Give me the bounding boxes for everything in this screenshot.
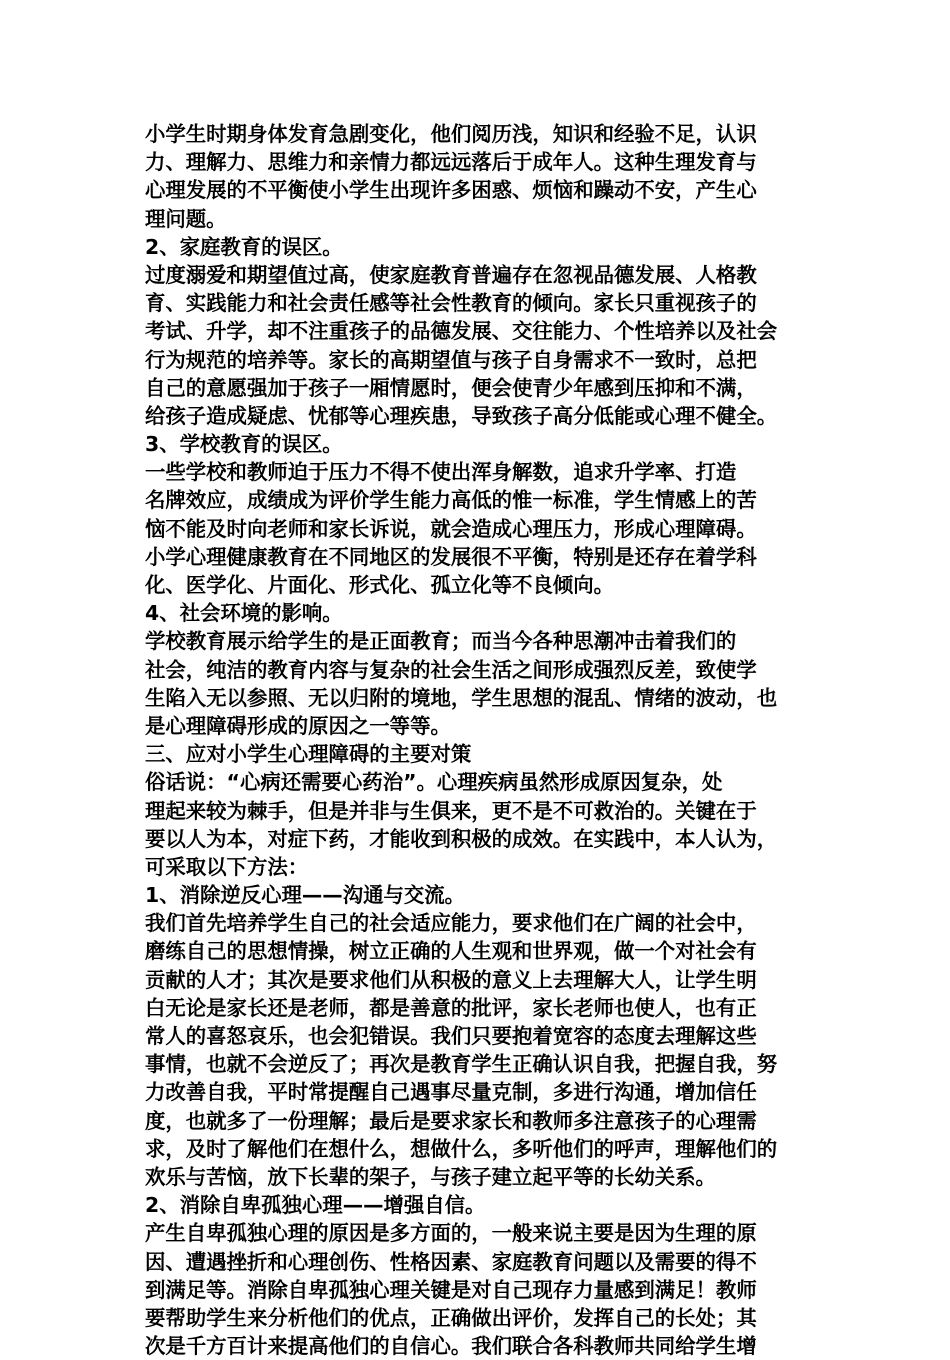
text-line: 小学心理健康教育在不同地区的发展很不平衡，特别是还存在着学科 [145,544,757,569]
text-line: 要帮助学生来分析他们的优点，正确做出评价，发挥自己的长处；其 [145,1305,757,1330]
text-line: 可采取以下方法： [145,854,309,879]
text-line: 事情，也就不会逆反了；再次是教育学生正确认识自我，把握自我，努 [145,1052,778,1077]
text-line: 贡献的人才；其次是要求他们从积极的意义上去理解大人，让学生明 [145,967,757,992]
text-line: 生陷入无以参照、无以归附的境地，学生思想的混乱、情绪的波动，也 [145,685,778,710]
text-line: 考试、升学，却不注重孩子的品德发展、交往能力、个性培养以及社会 [145,319,778,344]
text-line: 化、医学化、片面化、形式化、孤立化等不良倾向。 [145,573,614,597]
text-line: 名牌效应，成绩成为评价学生能力高低的惟一标准，学生情感上的苦 [145,488,757,513]
text-line: 求，及时了解他们在想什么，想做什么，多听他们的呼声，理解他们的 [145,1136,778,1161]
text-line: 过度溺爱和期望值过高，使家庭教育普遍存在忽视品德发展、人格教 [145,262,757,287]
text-line: 小学生时期身体发育急剧变化，他们阅历浅，知识和经验不足，认识 [145,122,757,146]
text-line: 是心理障碍形成的原因之一等等。 [145,713,451,738]
text-line: 恼不能及时向老师和家长诉说，就会造成心理压力，形成心理障碍。 [145,516,757,541]
text-line: 一些学校和教师迫于压力不得不使出浑身解数，追求升学率、打造 [145,460,737,485]
section-heading: 1、消除逆反心理——沟通与交流。 [145,883,466,908]
text-line: 到满足等。消除自卑孤独心理关键是对自己现存力量感到满足！教师 [145,1277,757,1302]
text-line: 我们首先培养学生自己的社会适应能力，要求他们在广阔的社会中， [145,911,757,936]
section-heading: 2、消除自卑孤独心理——增强自信。 [145,1193,486,1218]
text-line: 行为规范的培养等。家长的高期望值与孩子自身需求不一致时，总把 [145,347,757,372]
text-line: 力、理解力、思维力和亲情力都远远落后于成年人。这种生理发育与 [145,150,757,175]
text-line: 理起来较为棘手，但是并非与生俱来，更不是不可救治的。关键在于 [145,798,757,823]
section-heading: 3、学校教育的误区。 [145,432,343,457]
text-line: 白无论是家长还是老师，都是善意的批评，家长老师也使人，也有正 [145,995,757,1020]
text-line: 心理发展的不平衡使小学生出现许多困惑、烦恼和躁动不安，产生心 [145,178,757,203]
text-line: 理问题。 [145,206,227,231]
text-line: 产生自卑孤独心理的原因是多方面的，一般来说主要是因为生理的原 [145,1221,757,1246]
text-line: 度，也就多了一份理解；最后是要求家长和教师多注意孩子的心理需 [145,1108,757,1133]
text-line: 磨练自己的思想情操，树立正确的人生观和世界观，做一个对社会有 [145,939,757,964]
section-heading: 2、家庭教育的误区。 [145,234,343,259]
text-line: 力改善自我，平时常提醒自己遇事尽量克制，多进行沟通，增加信任 [145,1080,757,1105]
text-line: 学校教育展示给学生的是正面教育；而当今各种思潮冲击着我们的 [145,629,737,654]
body-text [145,120,813,1360]
text-line: 社会，纯洁的教育内容与复杂的社会生活之间形成强烈反差，致使学 [145,657,757,682]
text-line: 因、遭遇挫折和心理创伤、性格因素、家庭教育问题以及需要的得不 [145,1249,757,1274]
text-line: 要以人为本，对症下药，才能收到积极的成效。在实践中，本人认为， [145,826,778,851]
section-heading: 4、社会环境的影响。 [145,601,343,626]
text-line: 次是千方百计来提高他们的自信心。我们联合各科教师共同给学生增 [145,1334,757,1359]
text-line: 育、实践能力和社会责任感等社会性教育的倾向。家长只重视孩子的 [145,291,757,316]
text-line: 给孩子造成疑虑、忧郁等心理疾患，导致孩子高分低能或心理不健全。 [145,403,778,428]
text-line: 欢乐与苦恼，放下长辈的架子，与孩子建立起平等的长幼关系。 [145,1164,716,1189]
text-line: 俗话说：“心病还需要心药治”。心理疾病虽然形成原因复杂，处 [145,770,723,795]
chapter-heading: 三、应对小学生心理障碍的主要对策 [145,742,472,767]
text-line: 常人的喜怒哀乐，也会犯错误。我们只要抱着宽容的态度去理解这些 [145,1024,757,1048]
text-line: 自己的意愿强加于孩子一厢情愿时，便会使青少年感到压抑和不满， [145,375,757,400]
